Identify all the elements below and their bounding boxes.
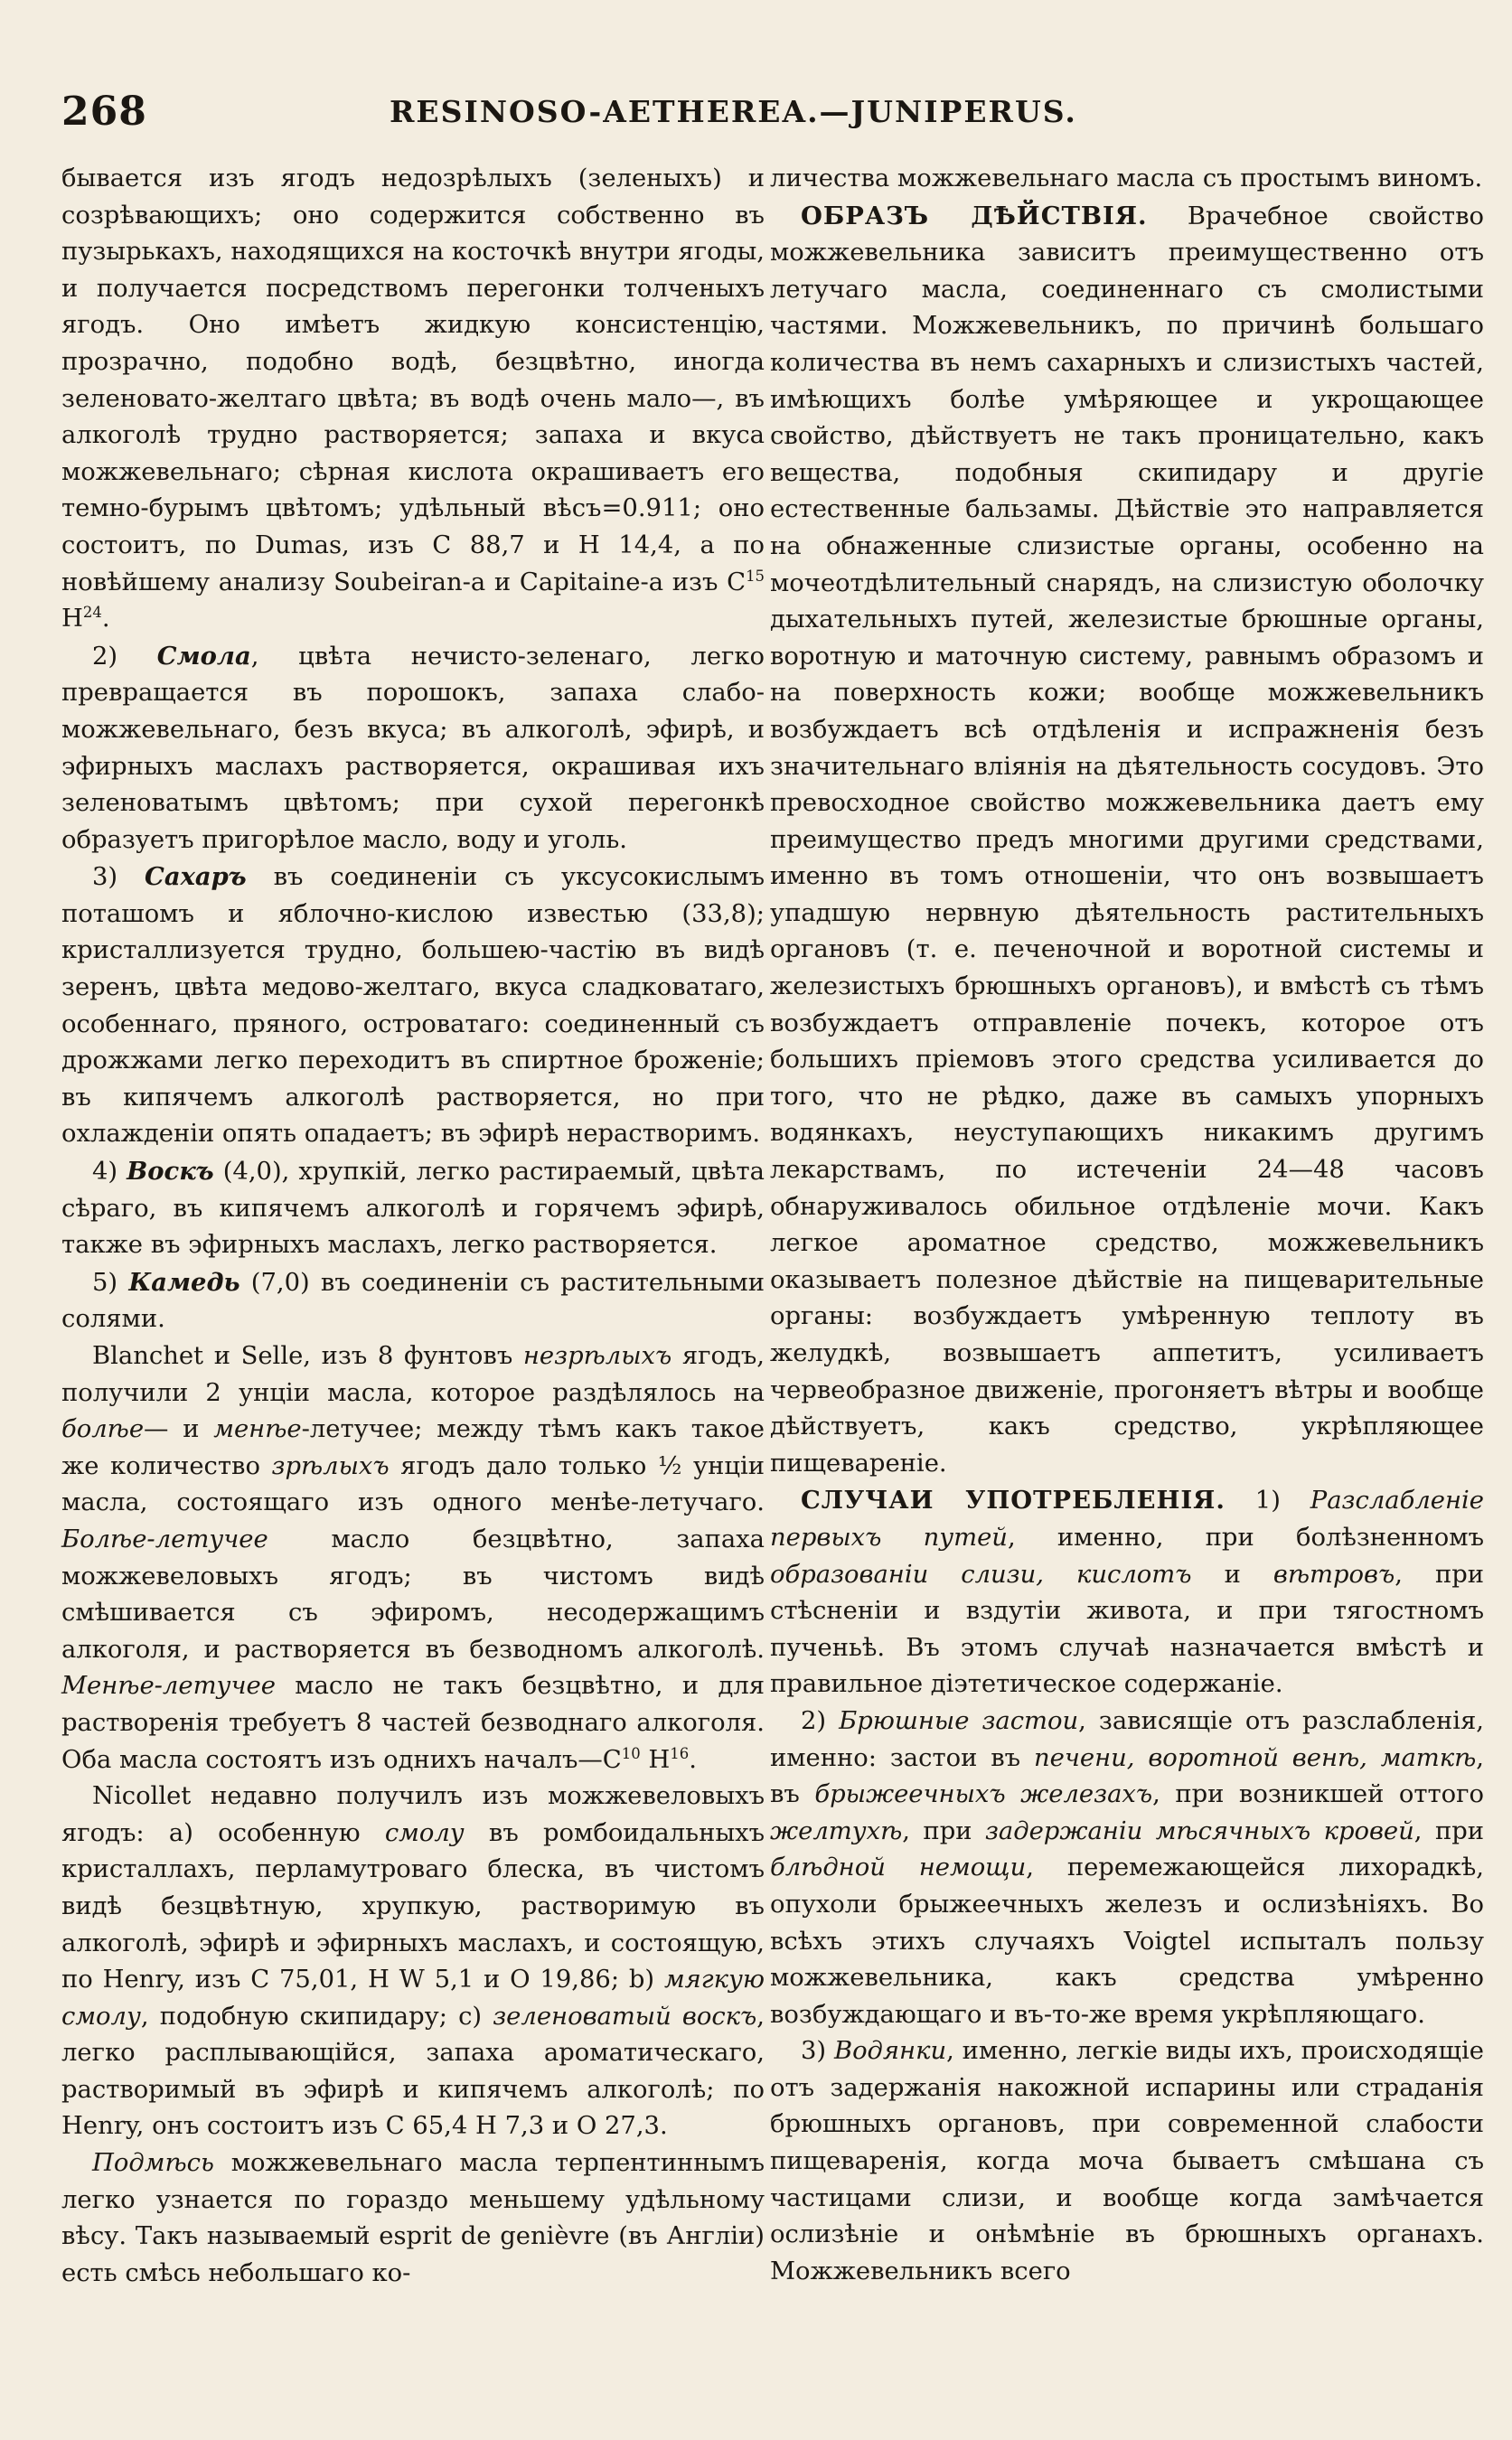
paragraph-dropsy: 3) Водянки, именно, легкіе виды ихъ, происходящіе отъ задержанія накожной испарины или страданія брюшныхъ органовъ, при современной слабости пищеваренія, когда моча бываетъ смѣшана съ частицами слизи, и вообще когда замѣчается ослизѣніе и онѣмѣніе въ брюшныхъ органахъ. Можжевельникъ всего — [770, 2037, 1484, 2285]
paragraph-abdominal-congestion: 2) Брюшные застои, зависящіе отъ разслабленія, именно: застои въ печени, воротной венѣ, маткѣ, въ брыжеечныхъ железахъ, при возникшей оттого желтухѣ, при задержаніи мѣсячныхъ кровей, при блѣдной немощи, перемежающейся лихорадкѣ, опухоли брыжеечныхъ железъ и ослизѣніяхъ. Во всѣхъ этихъ случаяхъ Voigtel испыталъ пользу можжевельника, какъ средства умѣренно возбуждающаго и въ-то-же время укрѣпляющаго. — [770, 1706, 1485, 2029]
section-mode-of-action: ОБРАЗЪ ДѢЙСТВІЯ. Врачебное свойство можжевельника зависитъ преимущественно отъ летучаго масла, соединеннаго съ смолистыми частями. Можжевельникъ, по причинѣ большаго количества въ немъ сахарныхъ и слизистыхъ частей, имѣющихъ болѣе умѣряющее и укрощающее свойство, дѣйствуетъ не такъ проницательно, какъ вещества, подобныя скипидару и другіе естественные бальзамы. Дѣйствіе это направляется на обнаженные слизистые органы, особенно на мочеотдѣлительный снарядъ, на слизистую оболочку дыхательныхъ путей, железистые брюшные органы, воротную и маточную систему, равнымъ образомъ и на поверхность кожи; вообще можжевельникъ возбуждаетъ всѣ отдѣленія и испражненія безъ значительнаго вліянія на дѣятельность сосудовъ. Это превосходное свойство можжевельника даетъ ему преимущество предъ многими другими средствами, именно въ томъ отношеніи, что онъ возвышаетъ упадшую нервную дѣятельность растительныхъ органовъ (т. е. печеночной и воротной системы и железистыхъ брюшныхъ органовъ), и вмѣстѣ съ тѣмъ возбуждаетъ отправленіе почекъ, которое отъ большихъ пріемовъ этого средства усиливается до того, что не рѣдко, даже въ самыхъ упорныхъ водянкахъ, неуступающихъ никакимъ другимъ лекарствамъ, по истеченіи 24—48 часовъ обнаруживалось обильное отдѣленіе мочи. Какъ легкое ароматное средство, можжевельникъ оказываетъ полезное дѣйствіе на пищеварительные органы: возбуждаетъ умѣренную теплоту въ желудкѣ, возвышаетъ аппетитъ, усиливаетъ червеобразное движеніе, прогоняетъ вѣтры и вообще дѣйствуетъ, какъ средство, укрѣпляющее пищевареніе. — [770, 201, 1484, 1478]
section-indications: СЛУЧАИ УПОТРЕБЛЕНІЯ. 1) Разслабленіе первыхъ путей, именно, при болѣзненномъ образованіи слизи, кислотъ и вѣтровъ, при стѣсненіи и вздутіи живота, и при тягостномъ пученьѣ. Въ этомъ случаѣ назначается вмѣстѣ и правильное діэтетическое содержаніе. — [770, 1486, 1485, 1699]
paragraph-sugar: 3) Сахаръ въ соединеніи съ уксусокислымъ поташомъ и яблочно-кислою известью (33,8); кристаллизуется трудно, большею-частію въ видѣ зеренъ, цвѣта медово-желтаго, вкуса сладковатаго, особеннаго, пряного, островатаго: соединенный съ дрожжами легко переходитъ въ спиртное броженіе; въ кипячемъ алкоголѣ растворяется, но при охлажденіи опять опадаетъ; въ эфирѣ нерастворимъ. — [61, 862, 765, 1149]
paragraph-continuation: личества можжевельнаго масла съ простымъ виномъ. — [770, 164, 1483, 192]
section-heading-indications: СЛУЧАИ УПОТРЕБЛЕНІЯ. — [801, 1486, 1226, 1516]
paragraph-adulteration: Подмѣсь можжевельнаго масла терпентиннымъ легко узнается по гораздо меньшему удѣльному вѣсу. Такъ называемый esprit de genièvre (въ Англіи) есть смѣсь небольшаго ко- — [61, 2149, 765, 2287]
paragraph-blanchet-selle: Blanchet и Selle, изъ 8 фунтовъ незрѣлыхъ ягодъ, получили 2 унціи масла, которое раздѣлялось на болѣе— и менѣе-летучее; между тѣмъ какъ такое же количество зрѣлыхъ ягодъ дало только ½ унціи масла, состоящаго изъ одного менѣе-летучаго. Болѣе-летучее масло безцвѣтно, запаха можжевеловыхъ ягодъ; въ чистомъ видѣ смѣшивается съ эфиромъ, несодержащимъ алкоголя, и растворяется въ безводномъ алкоголѣ. Менѣе-летучее масло не такъ безцвѣтно, и для растворенія требуетъ 8 частей безводнаго алкоголя. Оба масла состоятъ изъ однихъ $началъ—С^{10}$ $Н^{16}$. — [61, 1342, 765, 1774]
paragraph-resin: 2) Смола, цвѣта нечисто-зеленаго, легко превращается въ порошокъ, запаха слабо-можжевельнаго, безъ вкуса; въ алкоголѣ, эфирѣ, и эфирныхъ маслахъ растворяется, окрашивая ихъ зеленоватымъ цвѣтомъ; при сухой перегонкѣ образуетъ пригорѣлое масло, воду и уголь. — [61, 641, 765, 854]
paragraph-nicollet: Nicollet недавно получилъ изъ можжевеловыхъ ягодъ: a) особенную смолу въ ромбоидальныхъ кристаллахъ, перламутроваго блеска, въ чистомъ видѣ безцвѣтную, хрупкую, растворимую въ алкоголѣ, эфирѣ и эфирныхъ маслахъ, и состоящую, по Henry, изъ С 75,01, Н W 5,1 и О 19,86; b) мягкую смолу, подобную скипидару; c) зеленоватый воскъ, легко расплывающійся, запаха ароматическаго, растворимый въ эфирѣ и кипячемъ алкоголѣ; по Henry, онъ состоитъ изъ С 65,4 Н 7,3 и О 27,3. — [61, 1782, 765, 2141]
right-column — [770, 161, 1484, 2290]
left-column — [61, 161, 765, 2292]
page-header — [61, 87, 1471, 141]
running-title: RESINOSO-AETHEREA.—JUNIPERUS. — [390, 94, 1077, 129]
page-number: 268 — [61, 89, 147, 135]
paragraph-wax: 4) Воскъ (4,0), хрупкій, легко растираемый, цвѣта сѣраго, въ кипячемъ алкоголѣ и горячемъ эфирѣ, также въ эфирныхъ маслахъ, легко растворяется. — [61, 1157, 765, 1260]
paragraph-oil-properties: бывается изъ ягодъ недозрѣлыхъ (зеленыхъ) и созрѣвающихъ; оно содержится собственно въ пузырькахъ, находящихся на косточкѣ внутри ягоды, и получается посредствомъ перегонки толченыхъ ягодъ. Оно имѣетъ жидкую консистенцію, прозрачно, подобно водѣ, безцвѣтно, иногда зеленовато-желтаго цвѣта; въ водѣ очень мало—, въ алкоголѣ трудно растворяется; запаха и вкуса можжевельнаго; сѣрная кислота окрашиваетъ его темно-бурымъ цвѣтомъ; удѣльный вѣсъ=0.911; оно состоитъ, по Dumas, изъ С 88,7 и Н 14,4, а по новѣйшему анализу Soubeiran-a и Capitaine-a изъ $С^{15}$ $Н^{24}$. — [61, 164, 765, 633]
section-heading-action: ОБРАЗЪ ДѢЙСТВІЯ. — [801, 201, 1148, 230]
paragraph-gum: 5) Камедь (7,0) въ соединеніи съ растительными солями. — [61, 1267, 765, 1334]
